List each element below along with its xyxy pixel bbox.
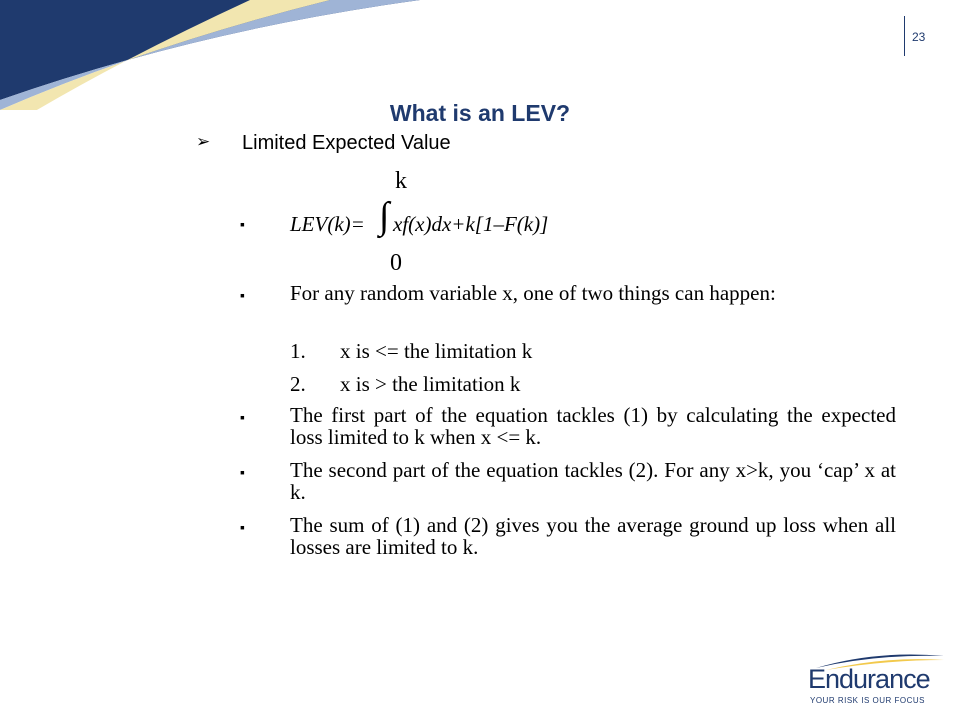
list-item: The second part of the equation tackles (2). For any x>k, you ‘cap’ x at k.	[290, 458, 896, 504]
bullet-icon: ▪	[240, 218, 245, 233]
logo-tagline: YOUR RISK IS OUR FOCUS	[810, 696, 926, 705]
endurance-logo	[806, 650, 946, 710]
equation-lhs: LEV(k)=	[290, 212, 365, 236]
integral-upper-limit: k	[395, 168, 407, 194]
slide-title: What is an LEV?	[389, 100, 571, 126]
level1-text: Limited Expected Value	[242, 132, 451, 154]
list-item: The sum of (1) and (2) gives you the average ground up loss when all losses are limited to k.	[290, 513, 896, 559]
list-item: For any random variable x, one of two things can happen:	[290, 281, 776, 305]
page-number: 23	[912, 30, 926, 44]
integral-sign: ∫	[379, 195, 390, 237]
bullet-icon: ▪	[240, 289, 245, 304]
logo-wordmark: Endurance	[808, 664, 930, 694]
bullet-icon: ▪	[240, 521, 245, 536]
equation-rhs: xf(x)dx+k[1–F(k)]	[393, 212, 549, 236]
page-number-divider	[904, 16, 905, 56]
bullet-icon: ▪	[240, 466, 245, 481]
numbered-text: x is <= the limitation k	[340, 339, 533, 363]
numbered-index: 2.	[290, 372, 306, 396]
integral-lower-limit: 0	[390, 250, 402, 276]
numbered-index: 1.	[290, 339, 306, 363]
header-swoosh	[0, 0, 420, 110]
list-item: The first part of the equation tackles (1) by calculating the expected loss limited to k when x <= k.	[290, 403, 896, 449]
bullet-icon: ▪	[240, 411, 245, 426]
arrow-bullet-icon: ➢	[196, 132, 211, 151]
numbered-text: x is > the limitation k	[340, 372, 521, 396]
